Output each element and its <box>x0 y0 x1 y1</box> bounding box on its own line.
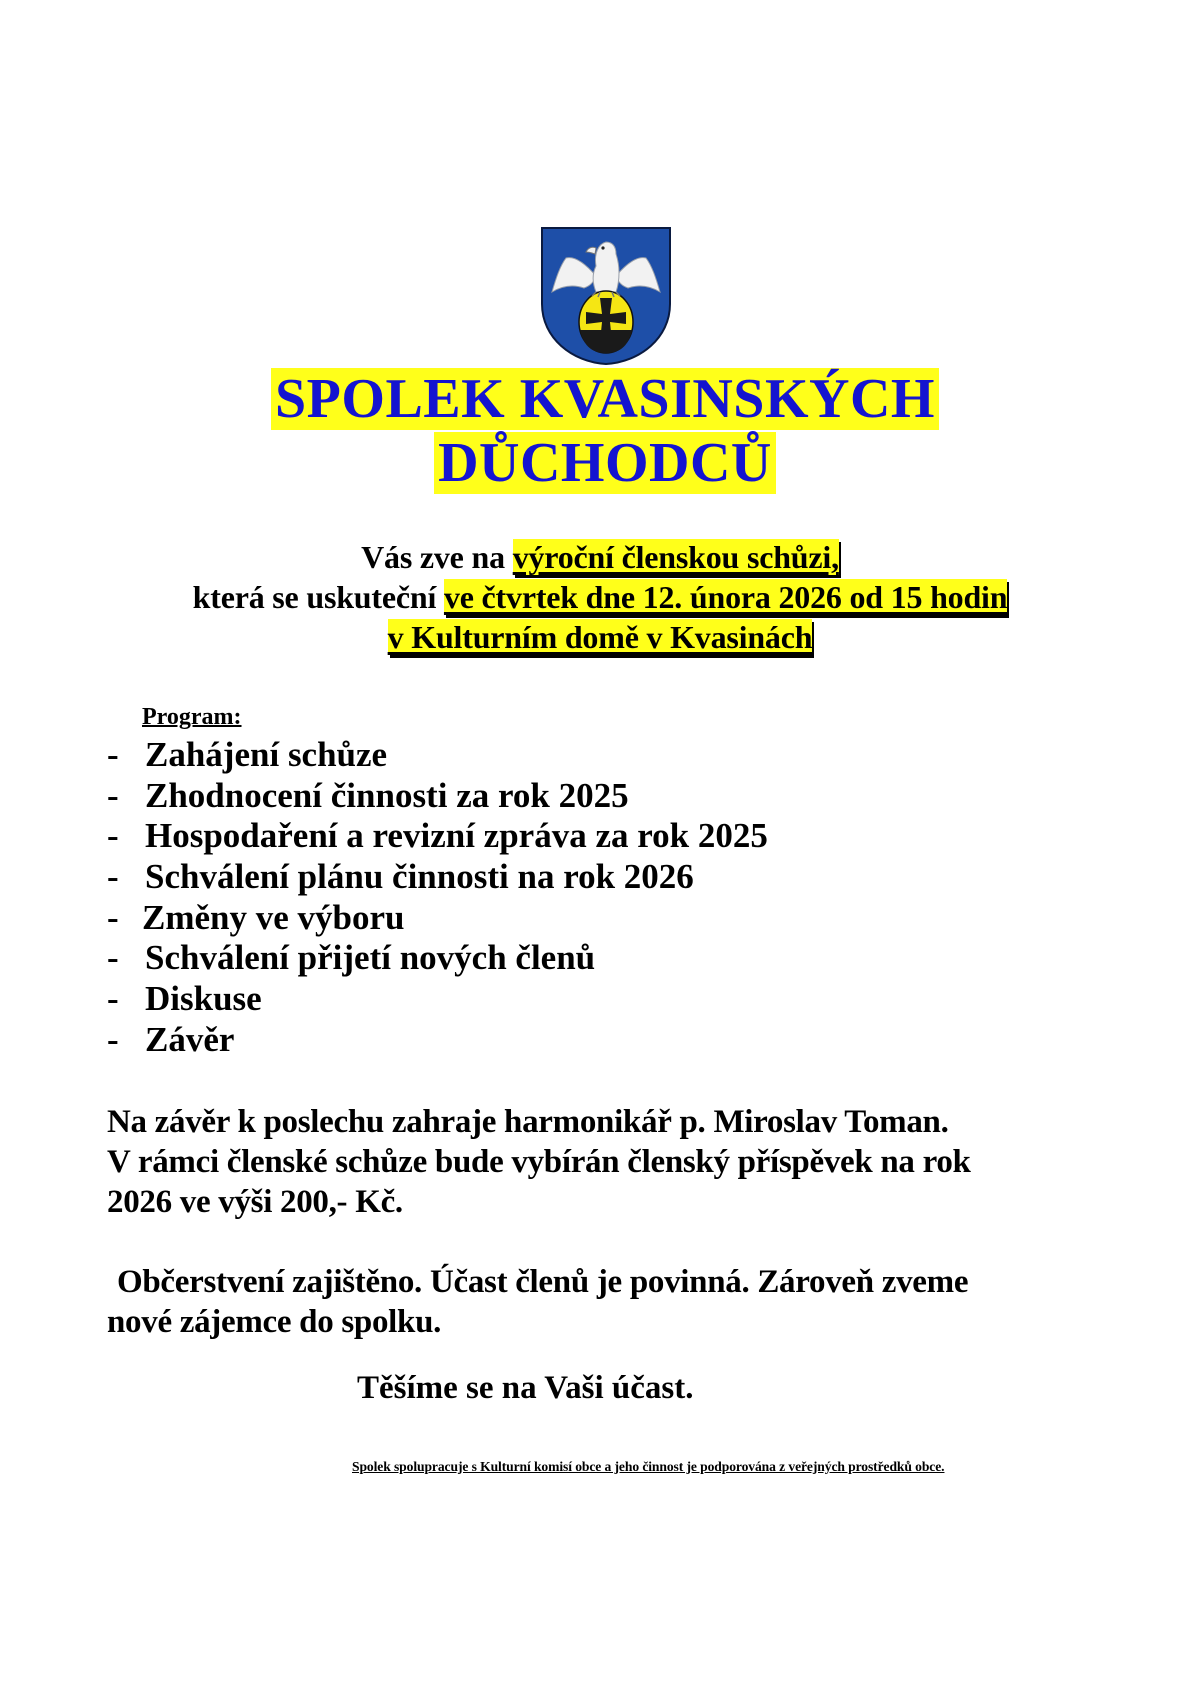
program-item-text: Schválení plánu činnosti na rok 2026 <box>145 857 694 897</box>
closing-line: Těšíme se na Vaši účast. <box>357 1370 694 1406</box>
dash-bullet: - <box>107 775 119 815</box>
paragraph-line: 2026 ve výši 200,- Kč. <box>107 1184 403 1220</box>
meeting-venue-highlight: v Kulturním domě v Kvasinách <box>387 619 813 655</box>
program-item-text: Diskuse <box>145 979 262 1019</box>
program-item <box>107 938 768 979</box>
dash-bullet: - <box>107 897 119 937</box>
title-line-2 <box>0 432 1200 494</box>
dash-bullet: - <box>107 857 119 897</box>
program-item-text: Závěr <box>145 1019 235 1059</box>
footer-note: Spolek spolupracuje s Kulturní komisí obce a jeho činnost je podporována z veřejných prostředků obce. <box>352 1459 945 1474</box>
program-item <box>107 735 768 776</box>
program-list <box>107 735 768 1061</box>
paragraph-line: Občerstvení zajištěno. Účast členů je povinná. Zároveň zveme <box>117 1264 969 1300</box>
title-line-1 <box>0 368 1200 430</box>
program-item <box>107 776 768 817</box>
invitation-line-1 <box>0 538 1200 576</box>
dash-bullet: - <box>107 979 119 1019</box>
refreshments-paragraph <box>107 1262 1107 1342</box>
program-item-text: Zhodnocení činnosti za rok 2025 <box>145 775 629 815</box>
invitation-line-3 <box>0 618 1200 656</box>
meeting-type-highlight: výroční členskou schůzi, <box>512 539 839 575</box>
invitation-line-2 <box>0 578 1200 616</box>
coat-of-arms-icon <box>540 226 672 366</box>
music-and-fee-paragraph <box>107 1102 1107 1222</box>
title-text-2: DŮCHODCŮ <box>434 432 776 494</box>
program-item <box>107 816 768 857</box>
program-item <box>107 1020 768 1061</box>
dash-bullet: - <box>107 1019 119 1059</box>
paragraph-line: V rámci členské schůze bude vybírán členský příspěvek na rok <box>107 1144 971 1180</box>
invitation-intro: Vás zve na <box>361 539 513 575</box>
dash-bullet: - <box>107 938 119 978</box>
program-item-text: Schválení přijetí nových členů <box>145 938 596 978</box>
meeting-date-highlight: ve čtvrtek dne 12. února 2026 od 15 hodin <box>443 579 1008 615</box>
program-item-text: Hospodaření a revizní zpráva za rok 2025 <box>145 816 768 856</box>
invitation-when-intro: která se uskuteční <box>192 579 444 615</box>
paragraph-line: nové zájemce do spolku. <box>107 1304 442 1340</box>
title-text-1: SPOLEK KVASINSKÝCH <box>271 368 939 430</box>
paragraph-line: Na závěr k poslechu zahraje harmonikář p. Miroslav Toman. <box>107 1104 949 1140</box>
program-item-text: Zahájení schůze <box>145 735 388 774</box>
program-item-text: Změny ve výboru <box>142 897 405 937</box>
program-item <box>107 898 768 939</box>
dash-bullet: - <box>107 816 119 856</box>
program-item <box>107 979 768 1020</box>
program-heading: Program: <box>142 704 242 730</box>
program-item <box>107 857 768 898</box>
dash-bullet: - <box>107 735 119 774</box>
